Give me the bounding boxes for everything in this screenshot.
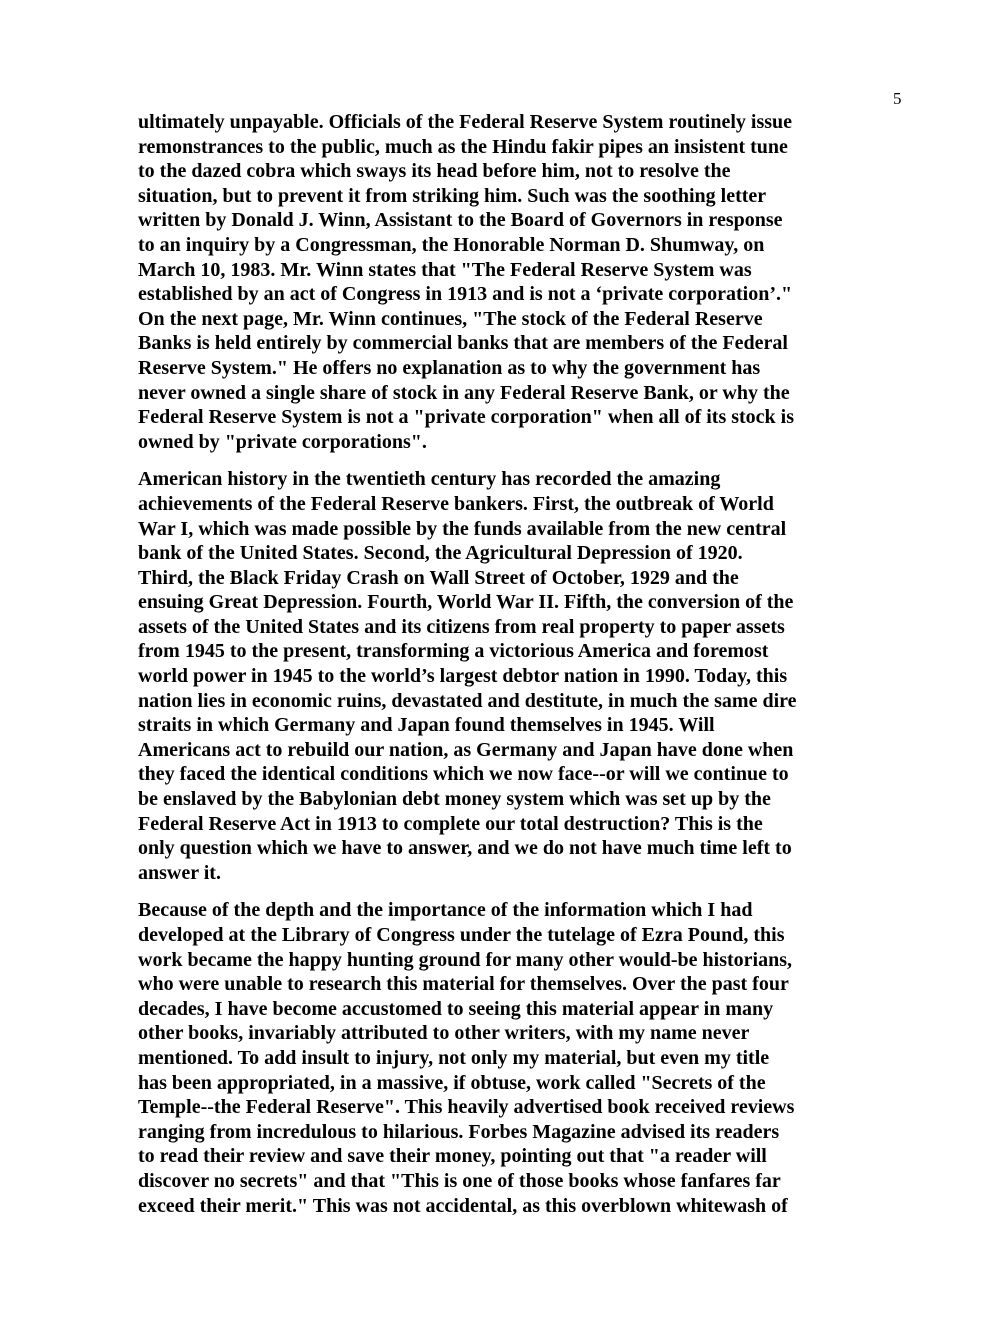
text-line: ranging from incredulous to hilarious. Forbes Magazine advised its readers bbox=[138, 1120, 780, 1143]
text-line: nation lies in economic ruins, devastated and destitute, in much the same dire bbox=[138, 689, 797, 712]
text-line: world power in 1945 to the world’s largest debtor nation in 1990. Today, this bbox=[138, 665, 788, 688]
text-line: War I, which was made possible by the funds available from the new central bbox=[138, 517, 787, 540]
text-line: Americans act to rebuild our nation, as Germany and Japan have done when bbox=[138, 738, 794, 761]
text-line: to an inquiry by a Congressman, the Honorable Norman D. Shumway, on bbox=[138, 233, 765, 256]
text-line: bank of the United States. Second, the Agricultural Depression of 1920. bbox=[138, 542, 743, 565]
text-line: answer it. bbox=[138, 861, 221, 884]
text-line: assets of the United States and its citizens from real property to paper assets bbox=[138, 615, 785, 638]
text-line: On the next page, Mr. Winn continues, "The stock of the Federal Reserve bbox=[138, 307, 763, 330]
paragraph-3 bbox=[138, 898, 858, 1218]
text-line: Because of the depth and the importance of the information which I had bbox=[138, 899, 753, 922]
text-line: owned by "private corporations". bbox=[138, 430, 427, 453]
text-line: Temple--the Federal Reserve". This heavily advertised book received reviews bbox=[138, 1096, 795, 1119]
text-line: from 1945 to the present, transforming a victorious America and foremost bbox=[138, 640, 769, 663]
text-line: work became the happy hunting ground for many other would-be historians, bbox=[138, 948, 792, 971]
text-line: American history in the twentieth century has recorded the amazing bbox=[138, 468, 721, 491]
text-line: straits in which Germany and Japan found themselves in 1945. Will bbox=[138, 714, 715, 737]
page-number: 5 bbox=[893, 89, 902, 108]
text-line: Banks is held entirely by commercial banks that are members of the Federal bbox=[138, 332, 788, 355]
text-line: discover no secrets" and that "This is one of those books whose fanfares far bbox=[138, 1169, 781, 1192]
text-line: situation, but to prevent it from striking him. Such was the soothing letter bbox=[138, 184, 767, 207]
text-line: decades, I have become accustomed to seeing this material appear in many bbox=[138, 997, 774, 1020]
text-line: Third, the Black Friday Crash on Wall Street of October, 1929 and the bbox=[138, 566, 739, 589]
text-line: established by an act of Congress in 1913 and is not a ‘private corporation’." bbox=[138, 283, 793, 306]
text-line: ensuing Great Depression. Fourth, World War II. Fifth, the conversion of the bbox=[138, 591, 794, 614]
text-line: to read their review and save their money, pointing out that "a reader will bbox=[138, 1145, 767, 1168]
text-line: mentioned. To add insult to injury, not only my material, but even my title bbox=[138, 1046, 770, 1069]
text-line: never owned a single share of stock in any Federal Reserve Bank, or why the bbox=[138, 381, 790, 404]
text-line: achievements of the Federal Reserve bankers. First, the outbreak of World bbox=[138, 492, 774, 515]
text-line: only question which we have to answer, and we do not have much time left to bbox=[138, 837, 792, 860]
text-line: developed at the Library of Congress under the tutelage of Ezra Pound, this bbox=[138, 924, 785, 946]
text-line: has been appropriated, in a massive, if obtuse, work called "Secrets of the bbox=[138, 1071, 766, 1094]
text-line: remonstrances to the public, much as the Hindu fakir pipes an insistent tune bbox=[138, 135, 788, 158]
paragraph-1 bbox=[138, 110, 858, 454]
text-line: who were unable to research this material for themselves. Over the past four bbox=[138, 973, 789, 996]
paragraph-2 bbox=[138, 467, 858, 885]
body-text bbox=[138, 110, 858, 1218]
text-line: written by Donald J. Winn, Assistant to the Board of Governors in response bbox=[138, 209, 783, 232]
text-line: March 10, 1983. Mr. Winn states that "The Federal Reserve System was bbox=[138, 258, 752, 281]
text-line: they faced the identical conditions which we now face--or will we continue to bbox=[138, 763, 789, 786]
text-line: exceed their merit." This was not accidental, as this overblown whitewash of bbox=[138, 1194, 788, 1217]
text-line: Reserve System." He offers no explanation as to why the government has bbox=[138, 356, 761, 379]
text-line: to the dazed cobra which sways its head before him, not to resolve the bbox=[138, 160, 731, 183]
text-line: ultimately unpayable. Officials of the Federal Reserve System routinely issue bbox=[138, 111, 793, 133]
text-line: be enslaved by the Babylonian debt money system which was set up by the bbox=[138, 788, 771, 811]
text-line: Federal Reserve System is not a "private corporation" when all of its stock is bbox=[138, 406, 795, 429]
text-line: other books, invariably attributed to other writers, with my name never bbox=[138, 1022, 750, 1045]
text-line: Federal Reserve Act in 1913 to complete our total destruction? This is the bbox=[138, 812, 763, 835]
